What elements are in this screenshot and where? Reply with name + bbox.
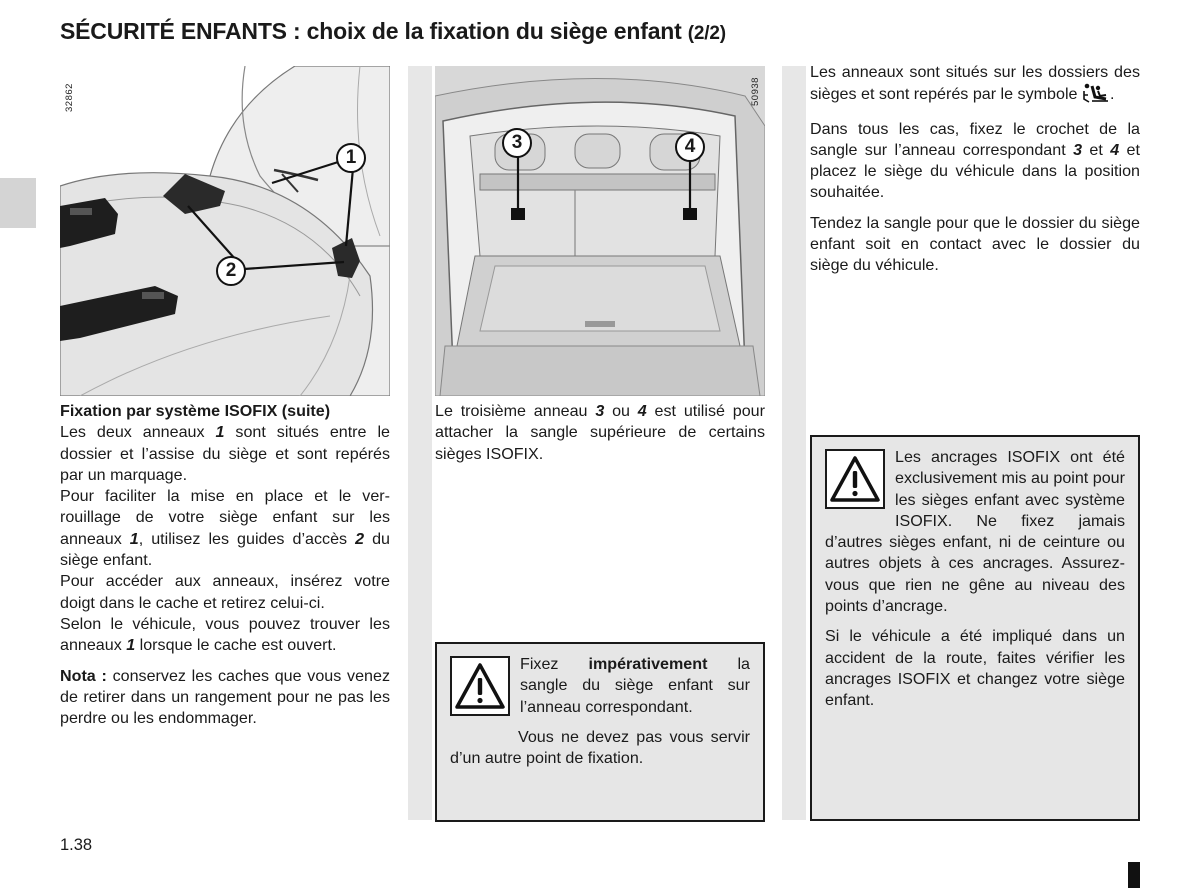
paragraph: Tendez la sangle pour que le dossier du siège enfant soit en contact avec le dossier du siège du véhicule.: [810, 213, 1140, 275]
nota-paragraph: Nota : conservez les caches que vous venez de retirer dans un rangement pour ne pas les perdre ou les endommager.: [60, 666, 390, 728]
callout-4: 4: [675, 132, 705, 162]
page-title: [60, 18, 726, 45]
trunk-anchors-figure: [435, 66, 765, 396]
warning-paragraph: Fixez impérativement la sangle du siège enfant sur l’anneau correspondant.: [520, 655, 750, 716]
paragraph: Les anneaux sont situés sur les dossiers des sièges et sont repérés par le symbole .: [810, 62, 1140, 110]
section-tab: [0, 178, 36, 228]
figure-reference-code: 32862: [64, 83, 75, 112]
section-heading: Fixation par système ISOFIX (suite): [60, 402, 331, 420]
warning-triangle-icon: [825, 449, 885, 509]
warning-paragraph: Les ancrages ISOFIX ont été exclusivement mis au point pour les sièges enfant avec système ISOFIX. Ne fixez jamais d’autres sièges enfant, ni de ceinture ou autres objets à ces ancrages. Assurez-vous que rien ne gêne au niveau des points d’ancrage.: [825, 448, 1125, 616]
page-edge-marker: [1128, 862, 1140, 888]
warning-paragraph: Vous ne devez pas vous servir d’un autre point de fixation.: [450, 727, 750, 768]
column-separator: [408, 66, 432, 820]
paragraph: Pour faciliter la mise en place et le verrouillage de votre siège enfant sur les anneaux 1, utilisez les guides d’accès 2 du siège enfant.: [60, 487, 390, 570]
callout-1: 1: [336, 143, 366, 173]
page-number: 1.38: [60, 836, 93, 854]
trunk-illustration: [435, 66, 765, 396]
paragraph: Dans tous les cas, fixez le crochet de la sangle sur l’anneau correspondant 3 et 4 et placez le siège du véhicule dans la position souhaitée.: [810, 119, 1140, 202]
paragraph: Pour accéder aux anneaux, insérez votre doigt dans le cache et retirez celui-ci.: [60, 572, 390, 612]
paragraph: Les deux anneaux 1 sont situés entre le dossier et l’assise du siège et sont repérés par un marquage.: [60, 423, 390, 484]
third-anchor-text: [435, 401, 765, 465]
paragraph: Selon le véhicule, vous pouvez trouver les anneaux 1 lorsque le cache est ouvert.: [60, 614, 390, 655]
callout-3: 3: [502, 128, 532, 158]
seat-illustration: [60, 66, 390, 396]
page-title-suffix: (2/2): [687, 23, 726, 44]
figure-reference-code: 50938: [750, 77, 761, 106]
paragraph: Le troisième anneau 3 ou 4 est utilisé pour attacher la sangle supérieure de certains sièges ISOFIX.: [435, 402, 765, 463]
warning-box-strap: [435, 642, 765, 822]
nota-label: Nota :: [60, 666, 107, 685]
isofix-instructions: [60, 401, 390, 729]
callout-2: 2: [216, 256, 246, 286]
isofix-symbol-icon: [1082, 83, 1110, 109]
page-title-text: SÉCURITÉ ENFANTS : choix de la fixation du siège enfant: [60, 18, 682, 44]
column-separator: [782, 66, 806, 820]
isofix-seat-figure: [60, 66, 390, 396]
warning-triangle-icon: [450, 656, 510, 716]
top-tether-instructions: [810, 62, 1140, 277]
warning-paragraph: Si le véhicule a été impliqué dans un accident de la route, faites vérifier les ancrages ISOFIX et changez votre siège enfant.: [825, 627, 1125, 710]
warning-box-isofix: [810, 435, 1140, 821]
